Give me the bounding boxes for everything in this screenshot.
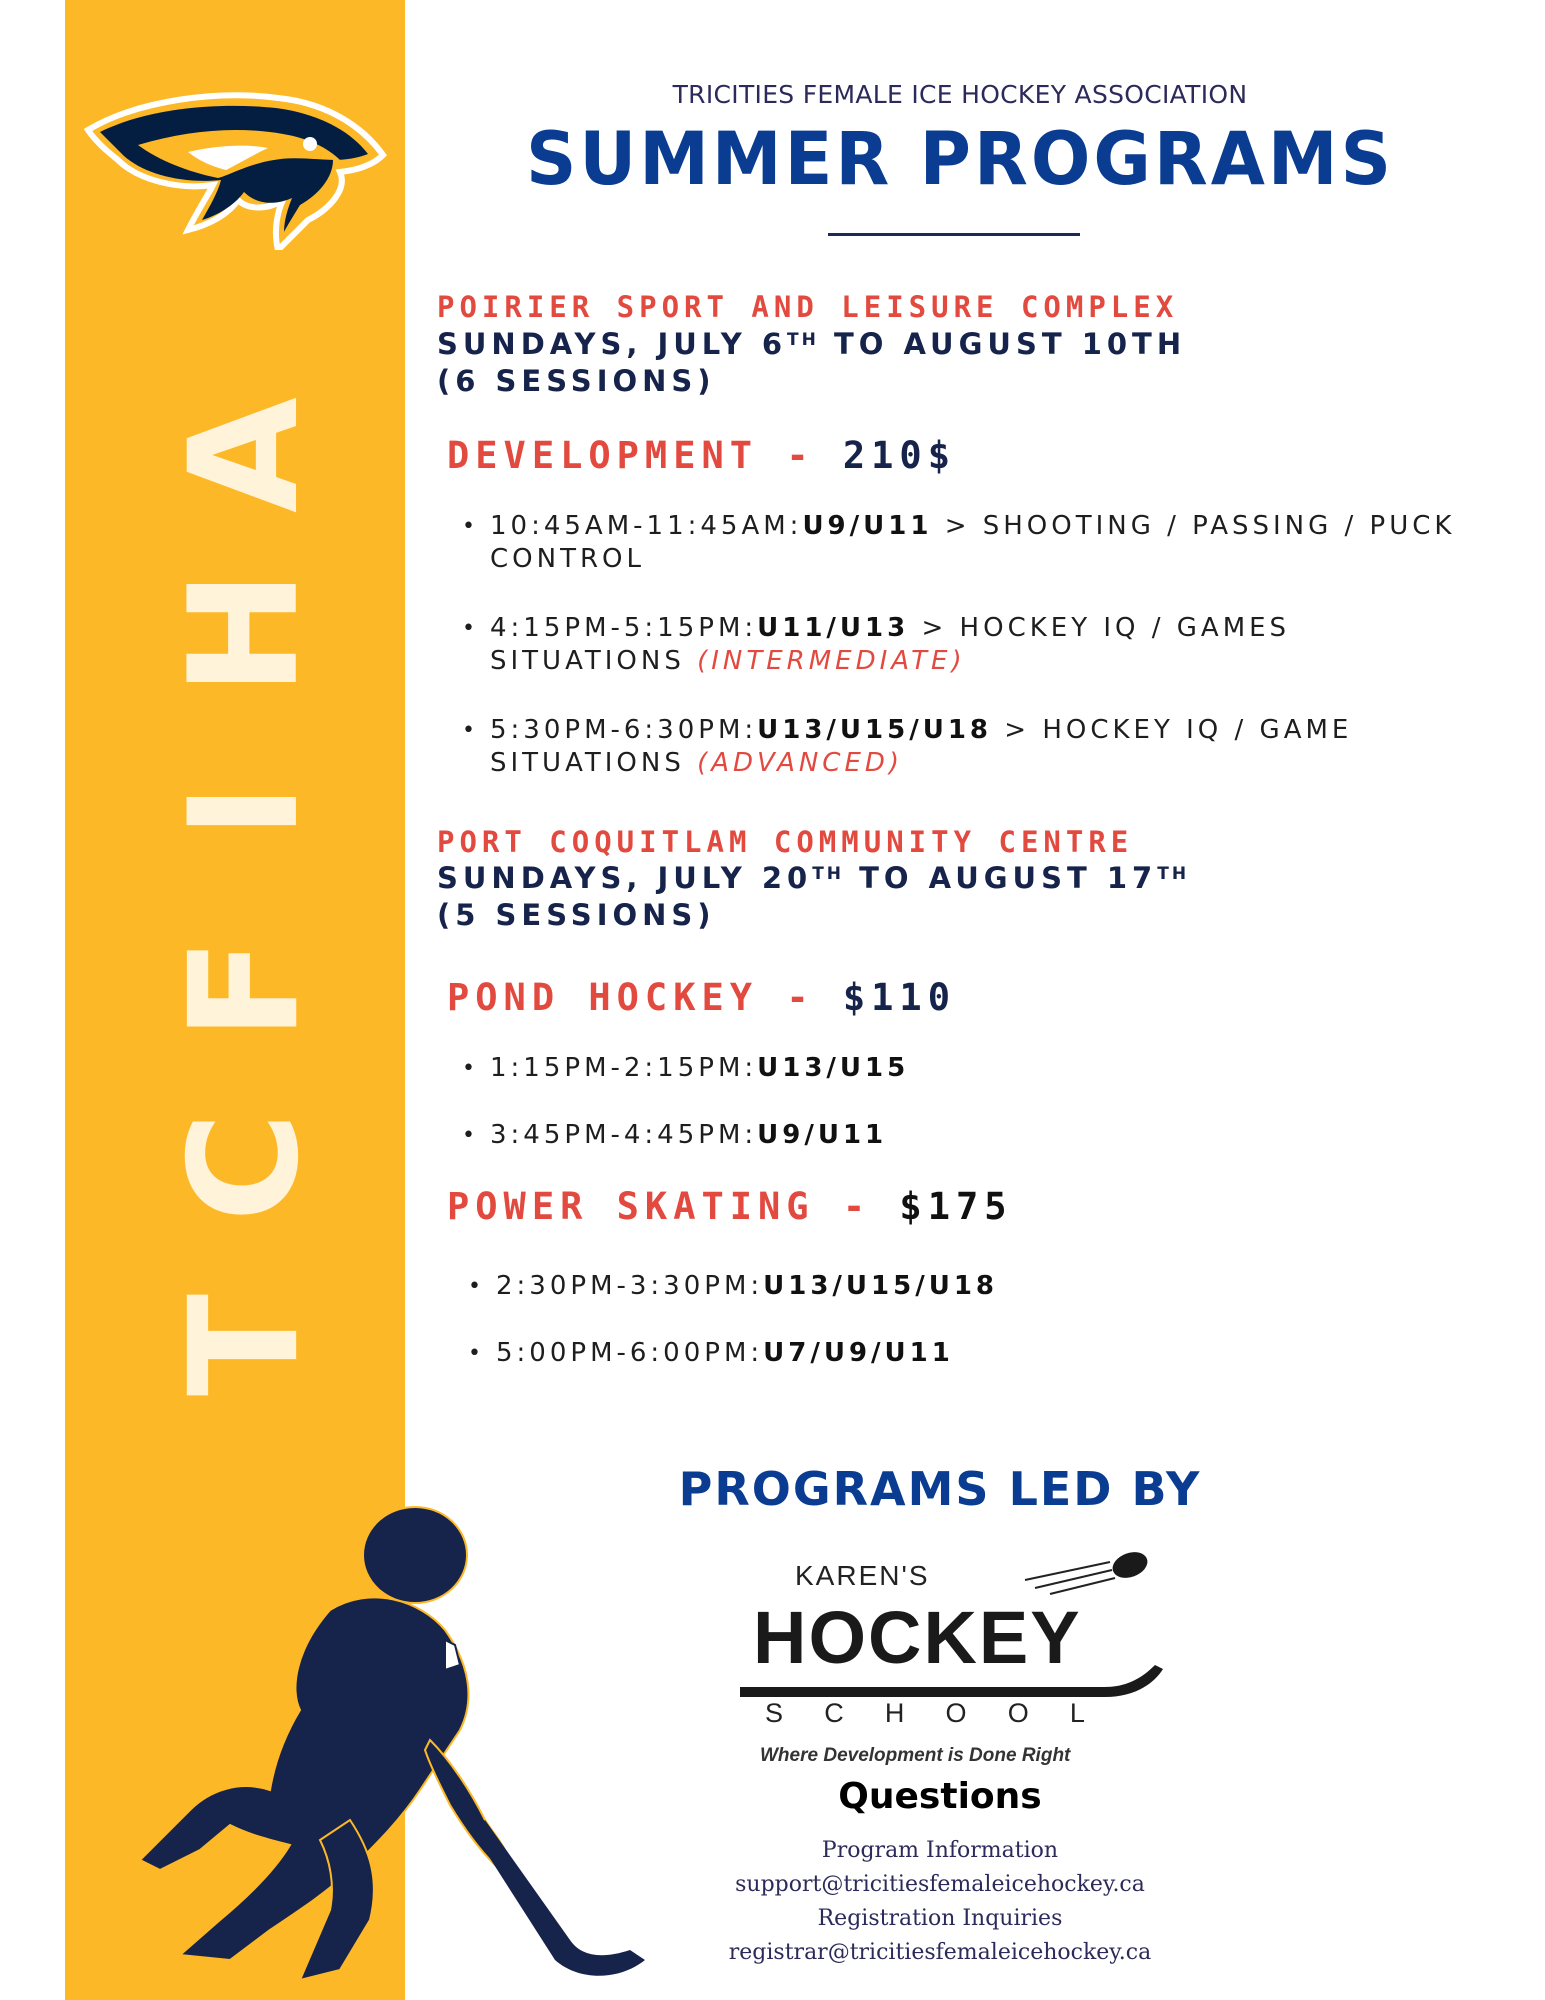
logo-karens: KAREN'S	[795, 1560, 930, 1591]
sidebar-letter: H	[157, 570, 332, 696]
venue-name: PORT COQUITLAM COMMUNITY CENTRE	[437, 825, 1134, 859]
sidebar-letter: I	[158, 783, 332, 839]
dates-text: SUNDAYS, JULY 20	[437, 861, 813, 895]
venue-name: POIRIER SPORT AND LEISURE COMPLEX	[437, 290, 1179, 324]
session-time: 5:30PM-6:30PM:	[490, 715, 758, 745]
sessions-count: (5 SESSIONS)	[437, 898, 716, 932]
session-time: 10:45AM-11:45AM:	[490, 511, 803, 541]
session-focus: > SHOOTING / PASSING / PUCK CONTROL	[490, 511, 1456, 574]
list-item	[460, 1052, 1460, 1085]
logo-school-letter: S	[765, 1698, 784, 1728]
venue-dates	[437, 326, 1186, 400]
session-time: 2:30PM-3:30PM:	[496, 1271, 764, 1301]
logo-school-letter: L	[1069, 1698, 1085, 1728]
hockey-player-illustration	[100, 1490, 690, 1990]
sidebar-letter: T	[157, 1293, 332, 1397]
dates-suffix: TH	[787, 330, 819, 350]
sessions-count: (6 SESSIONS)	[437, 364, 716, 398]
list-item	[460, 714, 1470, 780]
hockey-puck-icon	[1015, 1540, 1165, 1600]
program-name: POND HOCKEY	[447, 976, 759, 1019]
logo-school-letter: C	[824, 1698, 844, 1728]
sidebar-letter: F	[158, 937, 332, 1041]
sidebar-letter: A	[158, 396, 332, 514]
questions-heading: Questions	[838, 1776, 1042, 1817]
page-title: SUMMER PROGRAMS	[526, 115, 1394, 203]
session-time: 3:45PM-4:45PM:	[490, 1120, 758, 1150]
logo-school	[765, 1698, 1085, 1729]
program-name: DEVELOPMENT	[447, 434, 759, 477]
program-schedule-list	[460, 510, 1470, 780]
session-focus: > HOCKEY IQ / GAMES SITUATIONS	[490, 613, 1291, 676]
program-info-email[interactable]: support@tricitiesfemaleicehockey.ca	[735, 1872, 1145, 1897]
list-item	[466, 1270, 1466, 1303]
title-divider	[828, 233, 1080, 236]
logo-school-letter: O	[1007, 1698, 1029, 1728]
org-name: TRICITIES FEMALE ICE HOCKEY ASSOCIATION	[672, 80, 1248, 109]
program-schedule-list	[460, 1052, 1460, 1152]
program-heading	[447, 434, 956, 477]
session-level: (ADVANCED)	[697, 748, 904, 778]
led-by-heading: PROGRAMS LED BY	[678, 1462, 1202, 1516]
logo-hockey: HOCKEY	[753, 1596, 1082, 1679]
age-group: U13/U15/U18	[757, 715, 993, 745]
program-info-label: Program Information	[821, 1838, 1059, 1863]
dates-text: SUNDAYS, JULY 6	[437, 327, 788, 361]
karens-hockey-school-logo	[735, 1540, 1165, 1790]
logo-tagline: Where Development is Done Right	[760, 1745, 1071, 1766]
program-price: 210$	[842, 434, 956, 477]
program-name: POWER SKATING	[447, 1185, 815, 1228]
session-focus: > HOCKEY IQ / GAME SITUATIONS	[490, 715, 1353, 778]
session-time: 5:00PM-6:00PM:	[496, 1338, 764, 1368]
program-separator: -	[758, 434, 843, 477]
program-separator: -	[758, 976, 843, 1019]
dates-suffix: TH	[812, 864, 845, 884]
list-item	[460, 1119, 1460, 1152]
logo-school-letter: H	[884, 1698, 905, 1728]
program-heading	[447, 1185, 1013, 1228]
program-heading	[447, 976, 956, 1019]
list-item	[460, 612, 1470, 678]
age-group: U13/U15/U18	[763, 1271, 999, 1301]
program-separator: -	[814, 1185, 900, 1228]
age-group: U11/U13	[757, 613, 910, 643]
team-logo-icon	[78, 60, 398, 250]
session-time: 1:15PM-2:15PM:	[490, 1053, 758, 1083]
sidebar-vertical-text	[150, 380, 340, 1420]
dates-suffix: TH	[1157, 864, 1190, 884]
session-level: (INTERMEDIATE)	[697, 646, 966, 676]
program-price: $110	[842, 976, 956, 1019]
dates-text: TO AUGUST 10TH	[818, 327, 1187, 361]
age-group: U9/U11	[802, 511, 933, 541]
session-time: 4:15PM-5:15PM:	[490, 613, 758, 643]
program-schedule-list	[466, 1270, 1466, 1370]
age-group: U7/U9/U11	[763, 1338, 954, 1368]
program-price: $175	[899, 1185, 1013, 1228]
registration-label: Registration Inquiries	[817, 1906, 1063, 1931]
age-group: U9/U11	[757, 1120, 888, 1150]
list-item	[460, 510, 1470, 576]
dates-text: TO AUGUST 17	[844, 861, 1158, 895]
sidebar-letter: C	[158, 1111, 332, 1223]
venue-dates	[437, 860, 1189, 934]
registration-email[interactable]: registrar@tricitiesfemaleicehockey.ca	[728, 1940, 1152, 1965]
logo-school-letter: O	[945, 1698, 967, 1728]
age-group: U13/U15	[757, 1053, 910, 1083]
list-item	[466, 1337, 1466, 1370]
